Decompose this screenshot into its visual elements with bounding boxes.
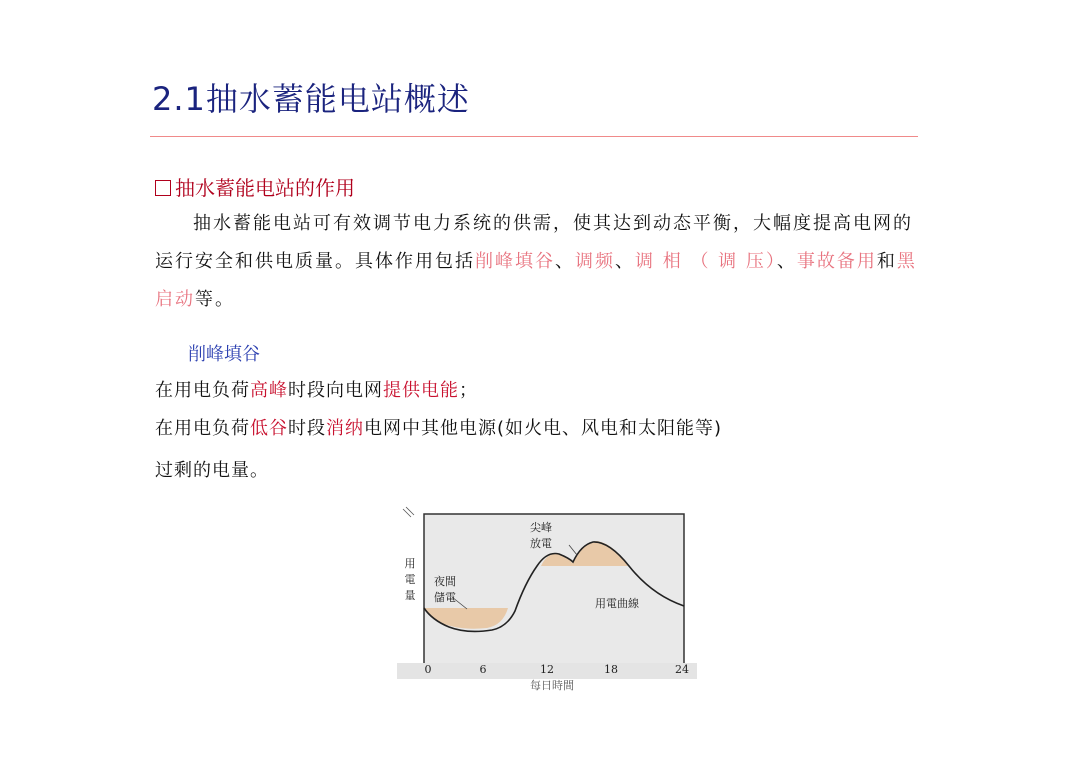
night-label-2: 儲電 [434, 591, 456, 604]
load-curve-figure [397, 503, 697, 695]
peak-label-2: 放電 [530, 537, 552, 550]
keyword-backup: 事故备用 [796, 251, 877, 272]
para-sep-3: 、 [776, 251, 797, 272]
line2-a: 在用电负荷 [155, 418, 250, 439]
peak-label-1: 尖峰 [530, 521, 552, 534]
line1-e: ； [459, 380, 478, 401]
line2-c: 时段 [288, 418, 326, 439]
x-tick-12: 12 [540, 663, 554, 676]
y-label-1: 用 [404, 557, 416, 570]
y-label-3: 量 [404, 589, 416, 602]
x-tick-24: 24 [675, 663, 689, 676]
x-tick-6: 6 [479, 663, 487, 676]
plot-area [424, 514, 684, 675]
section-heading [155, 172, 355, 201]
checkbox-square-icon [155, 180, 171, 196]
line1-a: 在用电负荷 [155, 380, 250, 401]
keyword-frequency: 调频 [575, 251, 615, 272]
page-title: 2.1抽水蓄能电站概述 [152, 80, 470, 118]
load-curve-svg [397, 503, 697, 695]
keyword-black-start: 黑启动 [155, 251, 917, 310]
body-paragraph [155, 205, 925, 319]
x-tick-18: 18 [604, 663, 618, 676]
x-tick-0: 0 [424, 663, 432, 676]
subheading-peak-shaving: 削峰填谷 [188, 344, 260, 365]
text-line-1 [155, 376, 478, 402]
line2-absorb: 消纳 [326, 418, 364, 439]
keyword-phase: 调 相 （ 调 压） [635, 251, 777, 272]
para-sep-4: 和 [876, 251, 897, 272]
night-label-1: 夜間 [434, 575, 456, 588]
curve-label: 用電曲線 [595, 597, 639, 610]
x-axis-label: 每日時間 [530, 679, 574, 692]
title-divider [150, 136, 918, 137]
line2-valley: 低谷 [250, 418, 288, 439]
line2-e: 电网中其他电源(如火电、风电和太阳能等) [364, 418, 723, 439]
text-line-2 [155, 414, 722, 440]
section-heading-text: 抽水蓄能电站的作用 [175, 176, 355, 200]
line1-peak: 高峰 [250, 380, 288, 401]
para-sep-2: 、 [615, 251, 635, 272]
para-sep-1: 、 [555, 251, 575, 272]
y-label-2: 電 [404, 573, 416, 586]
keyword-peak-shaving: 削峰填谷 [475, 251, 555, 272]
line1-c: 时段向电网 [288, 380, 383, 401]
para-sep-5: 等。 [195, 289, 235, 310]
para-text-1: 抽水蓄能电站可有效调节电力系统的供需，使其达到动态平衡，大幅度提高电网的运行安全和供电质量。具体作用包括 [155, 213, 913, 272]
text-line-3: 过剩的电量。 [155, 460, 269, 481]
line1-supply: 提供电能 [383, 380, 459, 401]
